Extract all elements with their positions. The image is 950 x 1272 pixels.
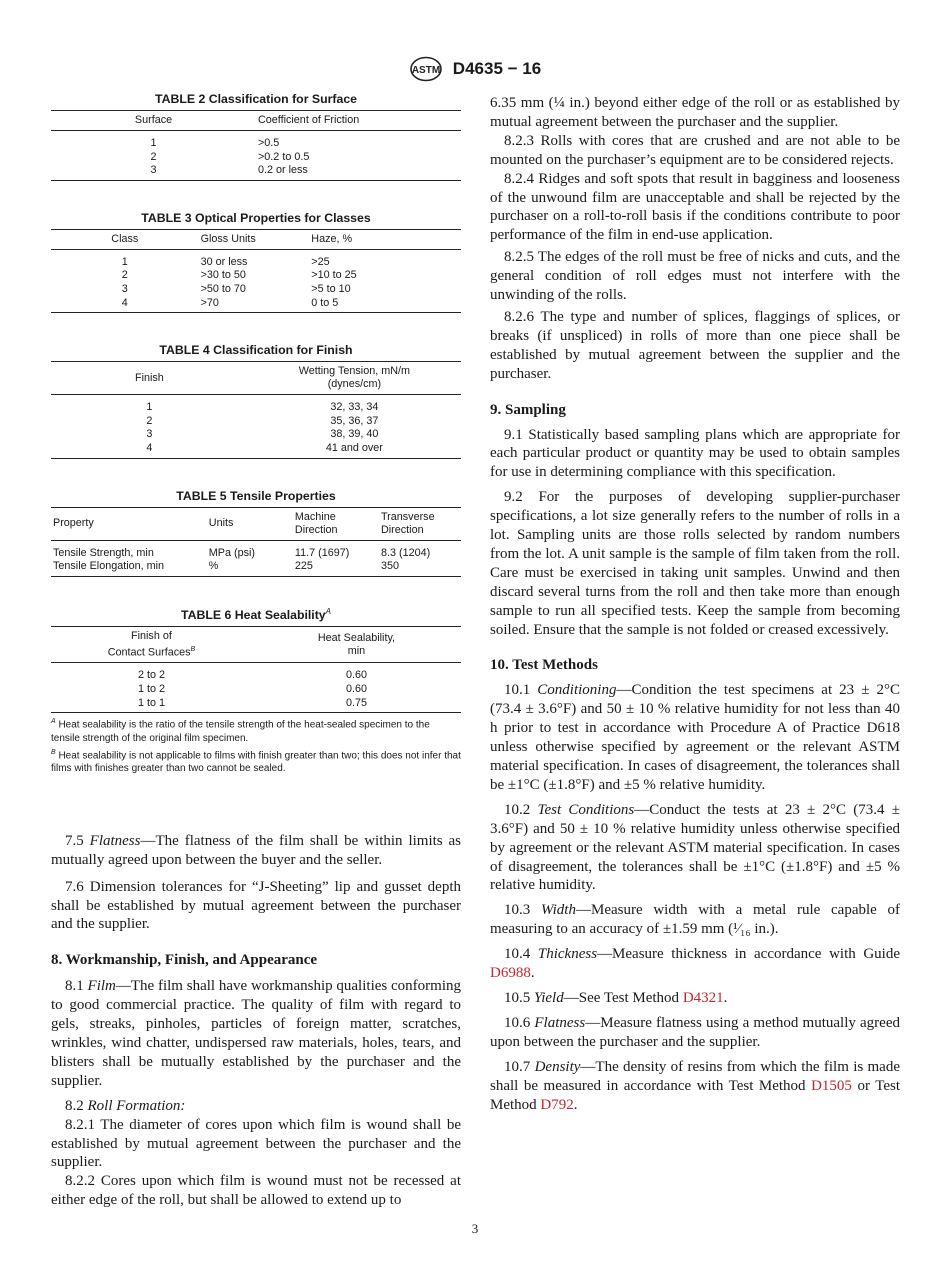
table-header: Property bbox=[53, 517, 94, 530]
footnote-mark: A bbox=[51, 718, 56, 726]
table-row bbox=[51, 297, 461, 313]
paragraph-10-2 bbox=[490, 801, 900, 896]
table-cell: 2 bbox=[121, 269, 128, 282]
table-cell: 4 bbox=[121, 296, 128, 309]
paragraph-8-2-4: 8.2.4 Ridges and soft spots that result in bagginess and looseness of the unwound film are unacceptable and shall be rejected by the purchaser on a roll-to-roll basis if the conditions contribute to poor performance of the film in end-use application. bbox=[490, 170, 900, 244]
table-cell: 1 bbox=[150, 137, 157, 149]
paragraph-10-4 bbox=[490, 945, 900, 983]
table-cell: 0.60 bbox=[345, 683, 367, 695]
table-cell: 0.2 or less bbox=[258, 164, 308, 177]
table-header-line: Finish of bbox=[131, 629, 172, 642]
table-cell: >30 to 50 bbox=[200, 269, 246, 282]
para-body: —The film shall have workmanship qualities conforming to good commercial practice. The quality of film with regard to gels, streaks, pinholes, particles of foreign matter, scratches, wrinkles, wind chatter, undispersed raw materials, holes, tears, and blisters shall be mutually established by the purchaser and the supplier. bbox=[51, 978, 461, 1089]
paragraph-10-1 bbox=[490, 681, 900, 794]
para-body: or Test Method bbox=[490, 1077, 900, 1113]
left-body bbox=[51, 832, 461, 1210]
table-cell: 2 bbox=[150, 150, 157, 163]
reference-link-d4321[interactable]: D4321 bbox=[682, 989, 724, 1006]
footnote-text: Heat sealability is not applicable to films with finish greater than two; this does not infer that films with finishes greater than two cannot be sealed. bbox=[51, 749, 461, 775]
para-number: 8.2 bbox=[65, 1097, 88, 1114]
table-header bbox=[51, 626, 252, 663]
table-header-line: Transverse bbox=[380, 510, 435, 523]
table-cell: 1 bbox=[146, 401, 153, 414]
table-cell: MPa (psi) bbox=[208, 546, 255, 559]
table-cell: 41 and over bbox=[325, 441, 383, 454]
para-number: 10.4 bbox=[504, 946, 538, 963]
table-header-line: min bbox=[347, 644, 366, 657]
table-title: TABLE 3 Optical Properties for Classes bbox=[141, 210, 371, 225]
table-5 bbox=[51, 489, 461, 577]
table-row bbox=[51, 442, 461, 458]
section-heading-10: 10. Test Methods bbox=[490, 657, 598, 674]
table-3 bbox=[51, 211, 461, 313]
footnote-mark: A bbox=[325, 606, 331, 616]
para-number: 8.1 bbox=[65, 978, 88, 995]
para-term: Flatness bbox=[89, 832, 141, 849]
para-term: Test Conditions bbox=[537, 801, 635, 818]
para-number: 10.7 bbox=[504, 1058, 535, 1075]
para-body: —See Test Method bbox=[563, 989, 683, 1006]
table-5-grid bbox=[51, 507, 461, 577]
table-header-line: Direction bbox=[380, 523, 424, 536]
para-term: Thickness bbox=[537, 946, 598, 963]
table-row bbox=[51, 249, 461, 269]
table-cell: 32, 33, 34 bbox=[330, 401, 379, 414]
table-row bbox=[51, 540, 461, 560]
table-header-line: Direction bbox=[294, 523, 338, 536]
table-cell: 11.7 (1697) bbox=[294, 546, 350, 559]
table-cell: 4 bbox=[146, 441, 153, 454]
paragraph-8-2-5: 8.2.5 The edges of the roll must be free of nicks and cuts, and the general condition of roll edges must not interfere with the unwinding of the rolls. bbox=[490, 249, 900, 304]
para-body: —Measure flatness using a method mutually agreed upon between the purchaser and the supplier. bbox=[490, 1014, 900, 1050]
table-row bbox=[51, 283, 461, 297]
table-cell: 30 or less bbox=[200, 255, 248, 268]
astm-logo-icon bbox=[409, 56, 443, 82]
table-footnotes bbox=[51, 715, 461, 776]
footnote-mark: B bbox=[190, 645, 196, 653]
footnote bbox=[51, 715, 461, 745]
paragraph-10-3 bbox=[490, 901, 900, 939]
table-cell: >70 bbox=[200, 296, 219, 309]
left-column bbox=[51, 92, 461, 1210]
para-term: Film bbox=[87, 978, 116, 995]
table-cell: 35, 36, 37 bbox=[330, 414, 379, 427]
table-header: Units bbox=[208, 517, 234, 530]
table-header: Haze, % bbox=[311, 232, 353, 245]
table-cell: % bbox=[208, 560, 219, 573]
table-4 bbox=[51, 343, 461, 458]
para-number: 10.6 bbox=[504, 1014, 535, 1031]
table-cell: 38, 39, 40 bbox=[330, 428, 379, 441]
para-term: Roll Formation: bbox=[87, 1097, 186, 1114]
page-header bbox=[0, 56, 950, 82]
paragraph-8-2-1: 8.2.1 The diameter of cores upon which film is wound shall be established by mutual agreement between the purchaser and the supplier. bbox=[51, 1116, 461, 1171]
table-header: Gloss Units bbox=[200, 232, 256, 245]
table-cell: 2 bbox=[146, 414, 153, 427]
table-2 bbox=[51, 92, 461, 181]
paragraph-9-2: 9.2 For the purposes of developing supplier-purchaser specifications, a lot size generally refers to the number of rolls in a lot. Sampling units are those rolls selected by random numbers from the lot. A unit sample is the sample of film taken from the roll. Care must be exercised in taking unit samples. Unwind and then discard several turns from the roll and then take more than enough sample to run all specified tests. Keep the sample from becoming soiled. Ensure that the sample is not folded or creased excessively. bbox=[490, 489, 900, 638]
reference-link-d792[interactable]: D792 bbox=[540, 1096, 574, 1113]
table-cell: 1 to 1 bbox=[137, 696, 165, 709]
table-header bbox=[379, 507, 461, 540]
table-row bbox=[51, 663, 461, 683]
reference-link-d6988[interactable]: D6988 bbox=[490, 965, 531, 982]
table-header: Coefficient of Friction bbox=[258, 114, 360, 126]
table-row bbox=[51, 560, 461, 576]
table-header bbox=[248, 362, 461, 395]
footnote bbox=[51, 746, 461, 776]
paragraph-10-7 bbox=[490, 1058, 900, 1115]
paragraph-10-6 bbox=[490, 1014, 900, 1052]
table-header-line: (dynes/cm) bbox=[327, 378, 382, 391]
table-cell: 0 to 5 bbox=[311, 296, 339, 309]
table-cell: >0.2 to 0.5 bbox=[258, 150, 310, 163]
table-cell: 1 bbox=[121, 255, 128, 268]
table-row bbox=[51, 269, 461, 283]
table-row bbox=[51, 683, 461, 697]
table-header bbox=[293, 507, 379, 540]
paragraph-8-2-6: 8.2.6 The type and number of splices, flaggings of splices, or breaks (if unspliced) in rolls of more than one piece shall be established by mutual agreement between the supplier and the purchaser. bbox=[490, 308, 900, 382]
table-header bbox=[252, 626, 461, 663]
footnote-text: Heat sealability is the ratio of the tensile strength of the heat-sealed specimen to the tensile strength of the original film specimen. bbox=[51, 719, 430, 745]
table-title bbox=[51, 607, 461, 622]
table-cell: 0.60 bbox=[345, 669, 367, 682]
table-cell: >10 to 25 bbox=[311, 269, 357, 282]
paragraph-8-1 bbox=[51, 977, 461, 1090]
table-title-text: TABLE 6 Heat Sealability bbox=[181, 607, 326, 622]
para-term: Density bbox=[534, 1058, 581, 1075]
paragraph-8-2-2-continued: 6.35 mm (¼ in.) beyond either edge of the roll or as established by mutual agreement between the purchaser and the supplier. bbox=[490, 95, 900, 130]
table-row bbox=[51, 131, 461, 151]
table-header-line: Contact Surfaces bbox=[107, 646, 191, 659]
paragraph-7-6: 7.6 Dimension tolerances for “J-Sheeting” lip and gusset depth shall be established by mutual agreement between the purchaser and the supplier. bbox=[51, 878, 461, 933]
table-6-grid bbox=[51, 626, 461, 713]
table-row bbox=[51, 395, 461, 415]
para-end: . bbox=[530, 965, 535, 982]
table-header-line: Wetting Tension, mN/m bbox=[298, 365, 410, 378]
table-cell: Tensile Strength, min bbox=[53, 546, 154, 559]
table-cell: 225 bbox=[294, 560, 313, 573]
table-row bbox=[51, 697, 461, 713]
para-number: 10.3 bbox=[504, 902, 541, 919]
table-header-line: Machine bbox=[294, 510, 336, 523]
document-id: D4635 − 16 bbox=[452, 59, 542, 78]
para-body: —The density of resins from which the film is made shall be measured in accordance with Test Method bbox=[490, 1058, 900, 1094]
paragraph-8-2-3: 8.2.3 Rolls with cores that are crushed and are not able to be mounted on the purchaser’s equipment are to be considered rejects. bbox=[490, 132, 900, 168]
table-title: TABLE 5 Tensile Properties bbox=[176, 488, 336, 503]
paragraph-7-5 bbox=[51, 832, 461, 870]
table-cell: 3 bbox=[146, 428, 153, 441]
table-title: TABLE 2 Classification for Surface bbox=[154, 92, 358, 106]
table-cell: 350 bbox=[380, 560, 399, 573]
table-header-line: Heat Sealability, bbox=[317, 631, 396, 644]
table-4-grid bbox=[51, 361, 461, 458]
paragraph-10-5 bbox=[490, 989, 900, 1008]
para-number: 10.1 bbox=[504, 682, 538, 699]
astm-logo-text: ASTM bbox=[411, 65, 440, 76]
para-body: —Condition the test specimens at 23 ± 2°C (73.4 ± 3.6°F) and 50 ± 10 % relative humidity for not less than 40 h prior to test in accordance with Procedure A of Practice D618 unless otherwise specified by agreement or the relevant ASTM material specification. In cases of disagreement, the tolerances shall be ±1°C (±1.8°F) and ±5 % relative humidity. bbox=[490, 682, 900, 793]
para-term: Yield bbox=[534, 989, 564, 1006]
footnote-mark: B bbox=[51, 748, 56, 756]
reference-link-d1505[interactable]: D1505 bbox=[811, 1077, 852, 1094]
paragraph-8-2 bbox=[51, 1097, 461, 1116]
table-6 bbox=[51, 607, 461, 776]
table-row bbox=[51, 151, 461, 165]
para-term: Width bbox=[540, 902, 576, 919]
table-row bbox=[51, 415, 461, 429]
table-cell: 3 bbox=[150, 164, 157, 177]
table-cell: 2 to 2 bbox=[137, 669, 165, 682]
right-column bbox=[490, 94, 900, 1114]
table-cell: 3 bbox=[121, 282, 128, 295]
table-row bbox=[51, 164, 461, 180]
table-cell: 0.75 bbox=[345, 696, 367, 709]
table-header: Finish bbox=[134, 371, 164, 384]
table-cell: 1 to 2 bbox=[137, 683, 165, 695]
para-body: —Measure width with a metal rule capable of measuring to an accuracy of ±1.59 mm (¹⁄₁₆ in.). bbox=[490, 902, 901, 938]
paragraph-8-2-2: 8.2.2 Cores upon which film is wound must not be recessed at either edge of the roll, but shall be allowed to extend up to bbox=[51, 1173, 461, 1209]
para-number: 10.2 bbox=[504, 801, 538, 818]
para-number: 7.5 bbox=[65, 832, 90, 849]
para-term: Flatness bbox=[534, 1014, 586, 1031]
para-body: —Measure thickness in accordance with Guide bbox=[597, 946, 901, 963]
table-cell: >25 bbox=[311, 255, 330, 268]
section-heading-9: 9. Sampling bbox=[490, 401, 566, 418]
table-cell: >0.5 bbox=[258, 137, 280, 149]
table-cell: >5 to 10 bbox=[311, 282, 351, 295]
table-cell: Tensile Elongation, min bbox=[53, 560, 165, 573]
table-row bbox=[51, 428, 461, 442]
table-header: Class bbox=[111, 232, 139, 245]
table-cell: >50 to 70 bbox=[200, 282, 246, 295]
page-number: 3 bbox=[471, 1221, 479, 1236]
para-body: —Conduct the tests at 23 ± 2°C (73.4 ± 3.6°F) and 50 ± 10 % relative humidity unless otherwise specified by agreement or the relevant ASTM material specification. In cases of disagreement, the tolerances shall be ±1°C (±1.8°F) and ±5 % relative humidity. bbox=[490, 801, 900, 894]
para-term: Conditioning bbox=[537, 682, 617, 699]
para-body: —The flatness of the film shall be within limits as mutually agreed upon between the buyer and the seller. bbox=[51, 832, 462, 868]
para-end: . bbox=[573, 1096, 578, 1113]
table-header: Surface bbox=[134, 114, 173, 126]
para-end: . bbox=[723, 989, 728, 1006]
paragraph-9-1: 9.1 Statistically based sampling plans which are appropriate for each particular product or quantity may be used to obtain samples for use in determining compliance with this specification. bbox=[490, 426, 900, 481]
table-3-grid bbox=[51, 229, 461, 313]
table-cell: 8.3 (1204) bbox=[380, 546, 431, 559]
para-number: 10.5 bbox=[504, 989, 534, 1006]
section-heading-8: 8. Workmanship, Finish, and Appearance bbox=[51, 952, 318, 969]
table-2-grid bbox=[51, 110, 461, 181]
table-title: TABLE 4 Classification for Finish bbox=[159, 343, 353, 358]
